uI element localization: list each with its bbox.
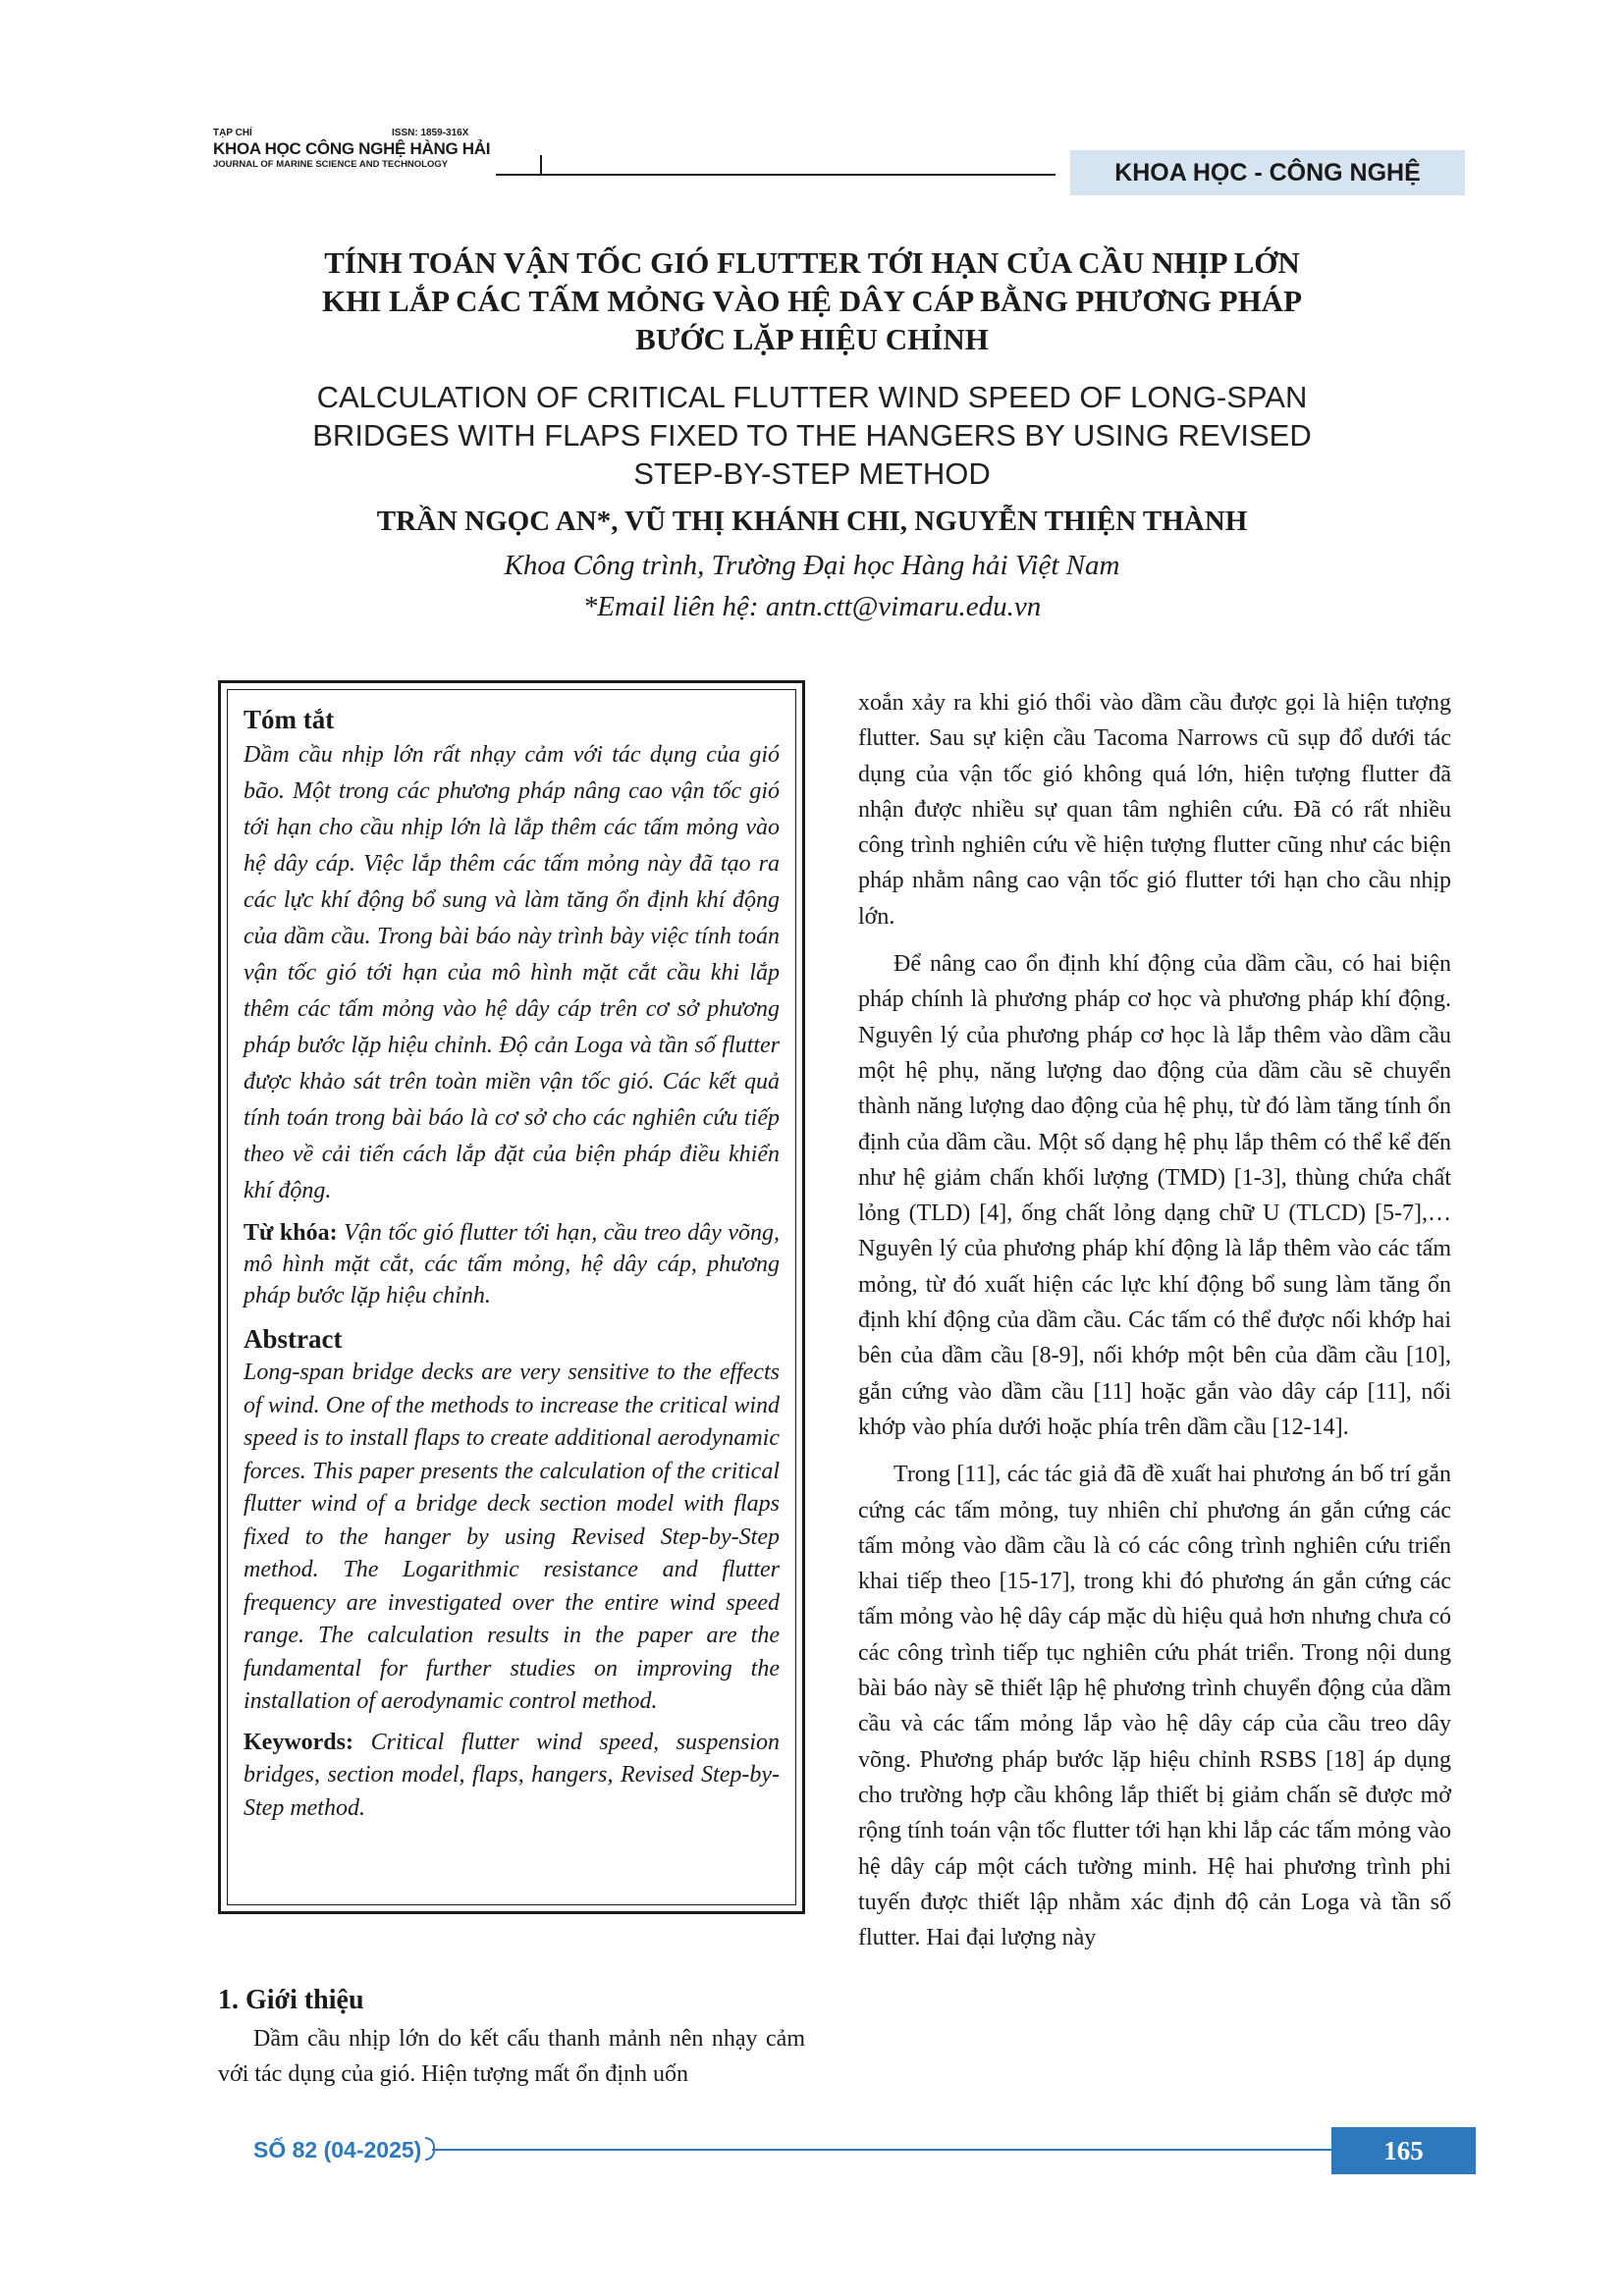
footer-issue: SỐ 82 (04-2025) bbox=[253, 2137, 422, 2163]
section-tag: KHOA HỌC - CÔNG NGHỆ bbox=[1070, 150, 1465, 195]
title-en-line: CALCULATION OF CRITICAL FLUTTER WIND SPEED OF LONG-SPAN bbox=[316, 380, 1308, 414]
body-right-column bbox=[858, 685, 1451, 1967]
abstract-vi-heading: Tóm tắt bbox=[244, 705, 335, 734]
abstract-en-text: Long-span bridge decks are very sensitive to the effects of wind. One of the methods to increase the critical wind speed is to install flaps to create additional aerodynamic forces. This paper presents the calculation of the critical flutter wind of a bridge deck section model with flaps fixed to the hanger by using Revised Step-by-Step method. The Logarithmic resistance and flutter frequency are investigated over the entire wind speed range. The calculation results in the paper are the fundamental for further studies on improving the installation of aerodynamic control method. bbox=[244, 1360, 780, 1714]
journal-name-en: JOURNAL OF MARINE SCIENCE AND TECHNOLOGY bbox=[213, 159, 449, 170]
journal-name-vi: KHOA HỌC CÔNG NGHỆ HÀNG HẢI bbox=[213, 139, 491, 158]
page-number: 165 bbox=[1331, 2127, 1476, 2174]
header-rule-tick bbox=[540, 155, 542, 174]
title-vi-line: BƯỚC LẶP HIỆU CHỈNH bbox=[635, 322, 989, 356]
abstract-vi-text: Dầm cầu nhịp lớn rất nhạy cảm với tác dụng của gió bão. Một trong các phương pháp nâng cao vận tốc gió tới hạn cho cầu nhịp lớn là lắp thêm các tấm mỏng vào hệ dây cáp. Việc lắp thêm các tấm mỏng này đã tạo ra các lực khí động bổ sung và làm tăng ổn định khí động của dầm cầu. Trong bài báo này trình bày việc tính toán vận tốc gió tới hạn của mô hình mặt cắt cầu khi lắp thêm các tấm mỏng vào hệ dây cáp trên cơ sở phương pháp bước lặp hiệu chỉnh. Độ cản Loga và tần số flutter được khảo sát trên toàn miền vận tốc gió. Các kết quả tính toán trong bài báo là cơ sở cho các nghiên cứu tiếp theo về cải tiến cách lắp đặt của biện pháp điều khiển khí động. bbox=[244, 742, 780, 1203]
body-paragraph: xoắn xảy ra khi gió thổi vào dầm cầu được gọi là hiện tượng flutter. Sau sự kiện cầu Tacoma Narrows cũ sụp đổ dưới tác dụng của vận tốc gió không quá lớn, hiện tượng flutter đã nhận được nhiều sự quan tâm nghiên cứu. Đã có rất nhiều công trình nghiên cứu về hiện tượng flutter cũng như các biện pháp nhằm nâng cao vận tốc gió flutter tới hạn cho cầu nhịp lớn. bbox=[858, 690, 1451, 930]
contact-email: *Email liên hệ: antn.ctt@vimaru.edu.vn bbox=[582, 591, 1042, 622]
journal-issn: ISSN: 1859-316X bbox=[392, 128, 469, 138]
body-left-paragraph: Dầm cầu nhịp lớn do kết cấu thanh mảnh nên nhạy cảm với tác dụng của gió. Hiện tượng mất ổn định uốn bbox=[218, 2026, 805, 2087]
title-en-line: BRIDGES WITH FLAPS FIXED TO THE HANGERS BY USING REVISED bbox=[312, 418, 1312, 453]
affiliation: Khoa Công trình, Trường Đại học Hàng hải Việt Nam bbox=[504, 550, 1120, 581]
journal-masthead bbox=[213, 128, 537, 171]
section-heading: 1. Giới thiệu bbox=[218, 1985, 364, 2015]
abstract-box-inner bbox=[227, 689, 796, 1905]
footer-rule bbox=[432, 2149, 1331, 2151]
keywords-vi: Từ khóa: Vận tốc gió flutter tới hạn, cầu treo dây võng, mô hình mặt cắt, các tấm mỏng, hệ dây cáp, phương pháp bước lặp hiệu chỉnh. bbox=[244, 1220, 781, 1308]
authors: TRẦN NGỌC AN*, VŨ THỊ KHÁNH CHI, NGUYỄN THIỆN THÀNH bbox=[376, 506, 1248, 537]
abstract-box bbox=[218, 680, 805, 1914]
keywords-en: Keywords: Critical flutter wind speed, suspension bridges, section model, flaps, hangers, Revised Step-by-Step method. bbox=[244, 1729, 781, 1821]
title-en-line: STEP-BY-STEP METHOD bbox=[633, 456, 991, 491]
keywords-en-label: Keywords bbox=[244, 1729, 346, 1755]
keywords-vi-label: Từ khóa bbox=[244, 1220, 330, 1246]
keywords-en-value: Critical flutter wind speed, suspension bridges, section model, flaps, hangers, Revised Step-by-Step method. bbox=[244, 1729, 781, 1821]
title-vietnamese bbox=[147, 243, 1477, 358]
journal-tap-chi: TẠP CHÍ bbox=[213, 128, 252, 138]
body-paragraph: Để nâng cao ổn định khí động của dầm cầu, có hai biện pháp chính là phương pháp cơ học và phương pháp khí động. Nguyên lý của phương pháp cơ học là lắp thêm vào dầm cầu một hệ phụ, năng lượng dao động của dầm cầu sẽ chuyển thành năng lượng dao động của hệ phụ, từ đó làm tăng tính ổn định của dầm cầu. Một số dạng hệ phụ lắp thêm có thể kể đến như hệ giảm chấn khối lượng (TMD) [1-3], thùng chứa chất lỏng (TLD) [4], ống chất lỏng dạng chữ U (TLCD) [5-7],… Nguyên lý của phương pháp khí động là lắp thêm vào các tấm mỏng, từ đó xuất hiện các lực khí động bổ sung làm tăng ổn định khí động của dầm cầu. Các tấm có thể được nối khớp hai bên của dầm cầu [8-9], nối khớp một bên của dầm cầu [10], gắn cứng vào dầm cầu [11] hoặc gắn vào dây cáp [11], nối khớp vào phía dưới hoặc phía trên dầm cầu [12-14]. bbox=[858, 951, 1451, 1440]
title-vi-line: TÍNH TOÁN VẬN TỐC GIÓ FLUTTER TỚI HẠN CỦA CẦU NHỊP LỚN bbox=[324, 245, 1300, 280]
title-vi-line: KHI LẮP CÁC TẤM MỎNG VÀO HỆ DÂY CÁP BẰNG PHƯƠNG PHÁP bbox=[321, 284, 1303, 318]
body-paragraph: Trong [11], các tác giả đã đề xuất hai phương án bố trí gắn cứng các tấm mỏng, tuy nhiên chỉ phương án gắn cứng các tấm mỏng vào dầm cầu là có các công trình nghiên cứu triển khai tiếp theo [15-17], trong khi đó phương án gắn cứng các tấm mỏng vào hệ dây cáp mặc dù hiệu quả hơn nhưng chưa có các công trình tiếp tục nghiên cứu phát triển. Trong nội dung bài báo này sẽ thiết lập hệ phương trình chuyển động của dầm cầu và các tấm mỏng lắp vào hệ dây cáp của cầu treo dây võng. Phương pháp bước lặp hiệu chỉnh RSBS [18] áp dụng cho trường hợp cầu không lắp thiết bị giảm chấn sẽ được mở rộng tính toán vận tốc flutter tới hạn khi lắp các tấm mỏng vào hệ dây cáp một cách tường minh. Hệ hai phương trình phi tuyến được thiết lập nhằm xác định độ cản Loga và tần số flutter. Hai đại lượng này bbox=[858, 1462, 1451, 1951]
abstract-en-heading: Abstract bbox=[244, 1324, 343, 1354]
keywords-vi-value: Vận tốc gió flutter tới hạn, cầu treo dây võng, mô hình mặt cắt, các tấm mỏng, hệ dây cáp, phương pháp bước lặp hiệu chỉnh. bbox=[244, 1220, 781, 1308]
title-english bbox=[147, 378, 1477, 493]
header-rule bbox=[496, 174, 1056, 176]
